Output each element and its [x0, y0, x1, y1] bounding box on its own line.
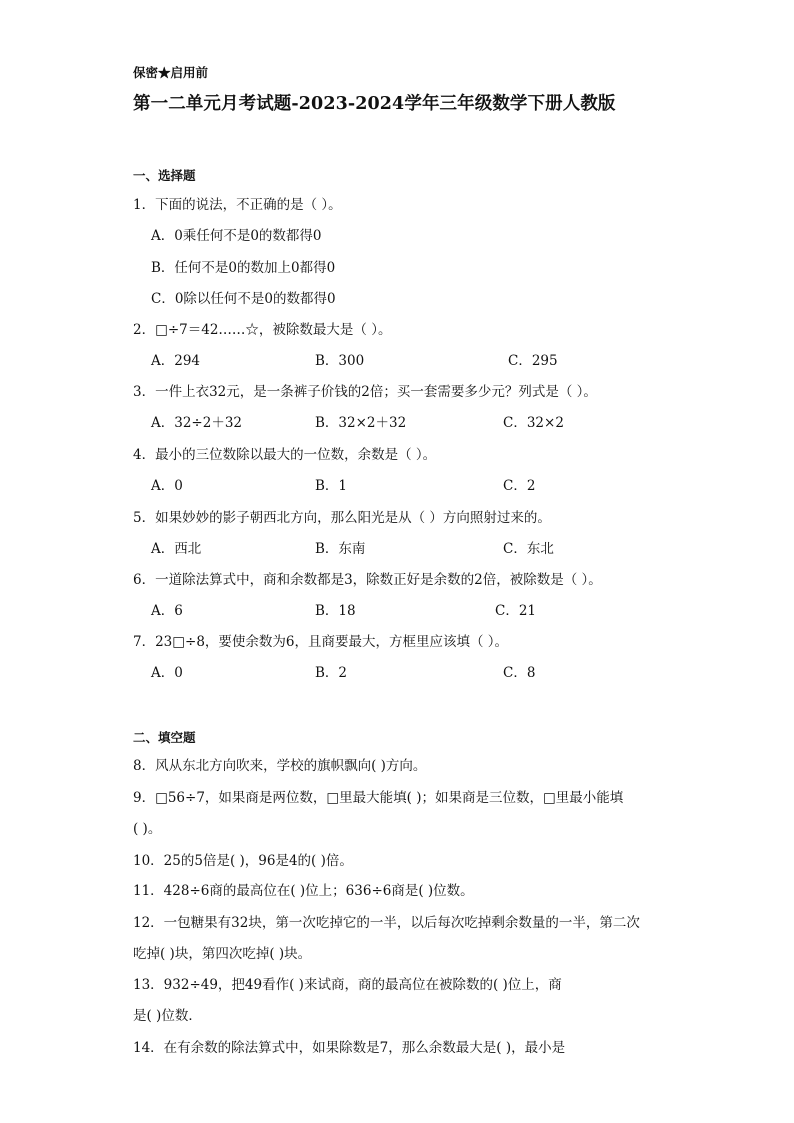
question-7-option-b: B．2 — [315, 665, 348, 681]
question-2-option-c: C．295 — [508, 353, 558, 369]
question-8: 8．风从东北方向吹来，学校的旗帜飘向( )方向。 — [133, 758, 427, 774]
question-12-line-1: 12．一包糖果有32块，第一次吃掉它的一半，以后每次吃掉剩余数量的一半，第二次 — [133, 915, 640, 931]
question-5-option-a: A．西北 — [151, 541, 202, 557]
question-2-option-a: A．294 — [151, 353, 201, 369]
question-11: 11．428÷6商的最高位在( )位上；636÷6商是( )位数。 — [133, 883, 474, 899]
question-5-option-b: B．东南 — [315, 541, 366, 557]
question-10: 10．25的5倍是( )，96是4的( )倍。 — [133, 853, 353, 869]
question-13-line-1: 13．932÷49，把49看作( )来试商，商的最高位在被除数的( )位上，商 — [133, 977, 562, 993]
question-4-stem: 4．最小的三位数除以最大的一位数，余数是（ ）。 — [133, 447, 437, 463]
question-4-option-a: A．0 — [151, 478, 183, 494]
question-4-option-b: B．1 — [315, 478, 348, 494]
question-6-option-b: B．18 — [315, 603, 356, 619]
question-7-stem: 7．23□÷8，要使余数为6，且商要最大，方框里应该填（ ）。 — [133, 634, 509, 650]
question-9-line-1: 9．□56÷7，如果商是两位数，□里最大能填( )；如果商是三位数，□里最小能填 — [133, 790, 624, 806]
question-6-stem: 6．一道除法算式中，商和余数都是3，除数正好是余数的2倍，被除数是（ ）。 — [133, 572, 602, 588]
question-1-option-a: A．0乘任何不是0的数都得0 — [151, 228, 322, 244]
question-9-line-2: ( )。 — [133, 821, 162, 837]
question-13-line-2: 是( )位数． — [133, 1008, 202, 1024]
question-7-option-c: C．8 — [503, 665, 536, 681]
question-4-option-c: C．2 — [503, 478, 536, 494]
question-14: 14．在有余数的除法算式中，如果除数是7，那么余数最大是( )，最小是 — [133, 1040, 566, 1056]
confidential-label: 保密★启用前 — [133, 65, 209, 80]
section-choice-heading: 一、选择题 — [133, 168, 196, 183]
question-12-line-2: 吃掉( )块，第四次吃掉( )块。 — [133, 946, 312, 962]
question-3-option-a: A．32÷2＋32 — [151, 415, 243, 431]
question-3-option-b: B．32×2＋32 — [315, 415, 407, 431]
question-1-option-c: C．0除以任何不是0的数都得0 — [151, 291, 336, 307]
question-6-option-a: A．6 — [151, 603, 183, 619]
question-7-option-a: A．0 — [151, 665, 183, 681]
section-fill-heading: 二、填空题 — [133, 730, 196, 745]
question-6-option-c: C．21 — [495, 603, 537, 619]
question-1-option-b: B．任何不是0的数加上0都得0 — [151, 260, 336, 276]
question-2-option-b: B．300 — [315, 353, 365, 369]
question-3-stem: 3．一件上衣32元，是一条裤子价钱的2倍；买一套需要多少元？列式是（ ）。 — [133, 384, 597, 400]
page-title: 第一二单元月考试题-2023-2024学年三年级数学下册人教版 — [133, 94, 616, 114]
question-5-option-c: C．东北 — [503, 541, 554, 557]
question-2-stem: 2．□÷7＝42……☆，被除数最大是（ ）。 — [133, 322, 392, 338]
question-3-option-c: C．32×2 — [503, 415, 564, 431]
question-1-stem: 1．下面的说法，不正确的是（ ）。 — [133, 197, 342, 213]
question-5-stem: 5．如果妙妙的影子朝西北方向，那么阳光是从（ ）方向照射过来的。 — [133, 510, 551, 526]
